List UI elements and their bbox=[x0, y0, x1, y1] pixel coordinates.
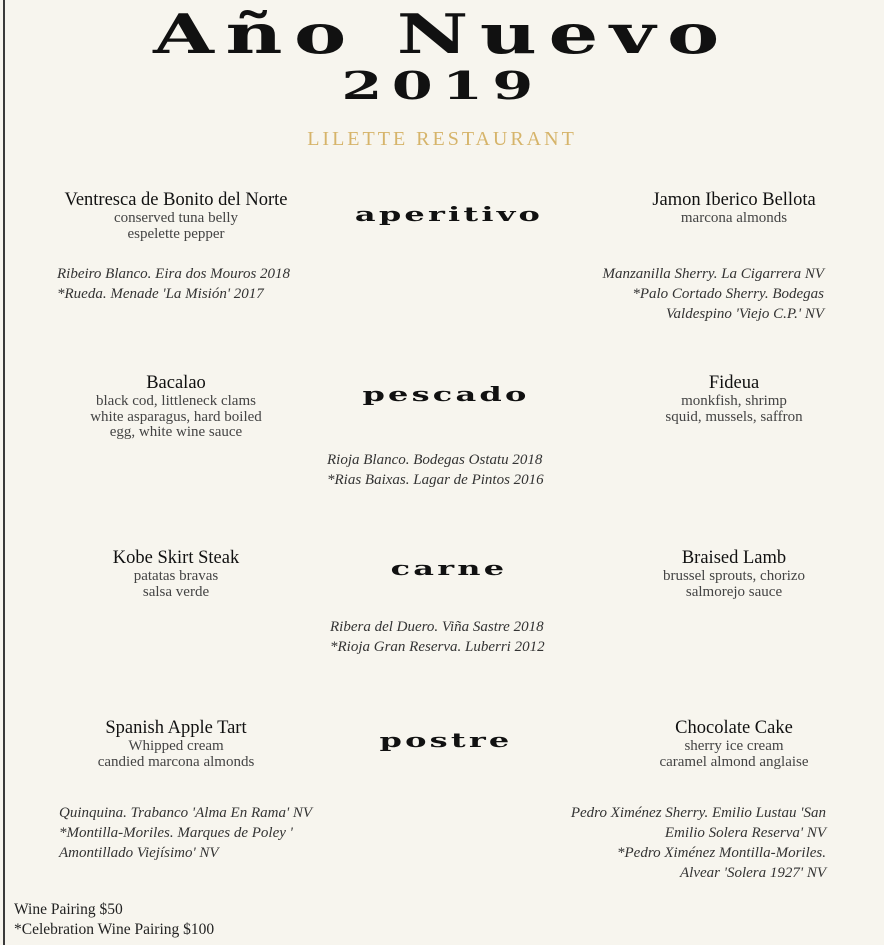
wine-line: Alvear 'Solera 1927' NV bbox=[680, 865, 826, 881]
dish-desc-line: patatas bravas bbox=[133, 568, 219, 584]
wine-line: Ribera del Duero. Viña Sastre 2018 bbox=[330, 619, 544, 635]
dish-name: Fideua bbox=[708, 373, 760, 393]
dish-desc-line: candied marcona almonds bbox=[97, 753, 255, 770]
course-heading-pescado: pescado bbox=[362, 382, 530, 406]
wine-line: Valdespino 'Viejo C.P.' NV bbox=[666, 306, 824, 322]
dish-name: Jamon Iberico Bellota bbox=[652, 190, 816, 210]
course-heading-carne: carne bbox=[390, 556, 508, 580]
pricing-block bbox=[14, 900, 414, 940]
dish-name: Kobe Skirt Steak bbox=[112, 548, 240, 568]
wine-line: Quinquina. Trabanco 'Alma En Rama' NV bbox=[59, 805, 313, 821]
dish-desc-line: sherry ice cream bbox=[684, 738, 784, 754]
dish-name: Spanish Apple Tart bbox=[105, 718, 247, 738]
dish-desc-line: egg, white wine sauce bbox=[109, 424, 243, 440]
dish-desc-line: salmorejo sauce bbox=[685, 583, 783, 600]
course-heading-postre: postre bbox=[379, 728, 513, 752]
restaurant-name: LILETTE RESTAURANT bbox=[307, 128, 577, 150]
wine-line: *Pedro Ximénez Montilla-Moriles. bbox=[617, 845, 826, 861]
wine-pairing-right bbox=[502, 264, 824, 324]
course-heading-aperitivo: aperitivo bbox=[354, 202, 544, 226]
wine-line: Rioja Blanco. Bodegas Ostatu 2018 bbox=[327, 452, 543, 468]
dish-desc-line: caramel almond anglaise bbox=[659, 753, 809, 770]
dish-name: Ventresca de Bonito del Norte bbox=[64, 190, 288, 210]
wine-line: *Rioja Gran Reserva. Luberri 2012 bbox=[330, 639, 545, 655]
wine-pairing-left bbox=[59, 803, 379, 863]
wine-pairing-center bbox=[330, 617, 630, 657]
dish-desc-line: white asparagus, hard boiled bbox=[90, 408, 262, 425]
dish-braised-lamb bbox=[584, 547, 884, 600]
wine-line: *Rueda. Menade 'La Misión' 2017 bbox=[57, 286, 264, 302]
menu-title: Año Nuevo bbox=[153, 2, 731, 66]
dish-chocolate-cake bbox=[584, 717, 884, 770]
dish-name: Bacalao bbox=[146, 373, 206, 393]
dish-desc-line: brussel sprouts, chorizo bbox=[662, 568, 806, 584]
dish-desc-line: squid, mussels, saffron bbox=[665, 408, 803, 425]
wine-line: *Montilla-Moriles. Marques de Poley ' bbox=[59, 825, 293, 841]
dish-desc-line: black cod, littleneck clams bbox=[96, 393, 256, 409]
wine-line: *Palo Cortado Sherry. Bodegas bbox=[632, 286, 824, 302]
wine-pairing-right bbox=[480, 803, 826, 883]
wine-pairing-left bbox=[57, 264, 377, 304]
wine-pairing-center bbox=[327, 450, 627, 490]
dish-desc-line: marcona almonds bbox=[680, 210, 788, 226]
dish-desc-line: Whipped cream bbox=[128, 738, 224, 754]
wine-line: Emilio Solera Reserva' NV bbox=[664, 825, 826, 841]
dish-desc-line: espelette pepper bbox=[127, 225, 225, 242]
dish-name: Braised Lamb bbox=[681, 548, 787, 568]
wine-pairing-price: Wine Pairing $50 bbox=[14, 901, 123, 918]
wine-line: *Rias Baixas. Lagar de Pintos 2016 bbox=[327, 472, 544, 488]
wine-line: Manzanilla Sherry. La Cigarrera NV bbox=[602, 266, 824, 282]
dish-desc-line: conserved tuna belly bbox=[113, 210, 239, 226]
wine-line: Ribeiro Blanco. Eira dos Mouros 2018 bbox=[57, 266, 291, 282]
wine-line: Pedro Ximénez Sherry. Emilio Lustau 'San bbox=[570, 805, 826, 821]
wine-line: Amontillado Viejísimo' NV bbox=[59, 845, 219, 861]
dish-jamon bbox=[584, 189, 884, 227]
dish-desc-line: salsa verde bbox=[142, 583, 210, 600]
dish-desc-line: monkfish, shrimp bbox=[681, 393, 787, 409]
dish-fideua bbox=[584, 372, 884, 425]
dish-name: Chocolate Cake bbox=[675, 718, 793, 738]
menu-year: 2019 bbox=[341, 63, 543, 108]
celebration-pairing-price: *Celebration Wine Pairing $100 bbox=[14, 921, 215, 938]
